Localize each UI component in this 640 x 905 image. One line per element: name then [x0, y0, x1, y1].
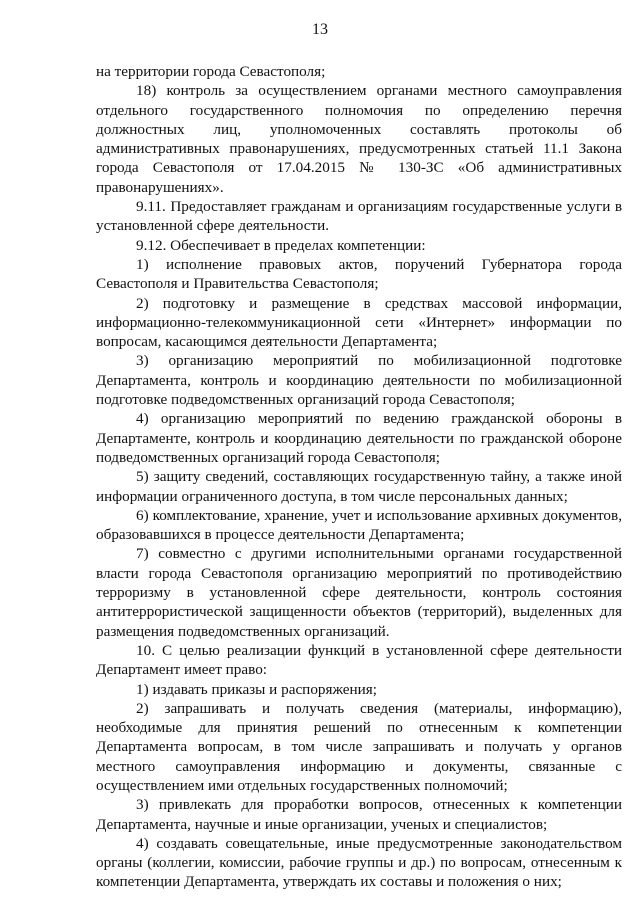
- paragraph: 3) организацию мероприятий по мобилизационной подготовке Департамента, контроль и координацию деятельности по мобилизационной подготовке подведомственных организаций города Севастополя;: [96, 352, 622, 409]
- paragraph: 3) привлекать для проработки вопросов, отнесенных к компетенции Департамента, научные и иные организации, ученых и специалистов;: [96, 796, 622, 833]
- paragraph: 7) совместно с другими исполнительными органами государственной власти города Севастополя организацию мероприятий по противодействию терроризму в установленной сфере деятельности, контроль состояния антитеррористической защищенности объектов (территорий), выделенных для размещения подведомственных организаций.: [96, 545, 622, 640]
- paragraph: 4) организацию мероприятий по ведению гражданской обороны в Департаменте, контроль и координацию деятельности по гражданской обороне подведомственных организаций города Севастополя;: [96, 410, 622, 466]
- paragraph: 1) исполнение правовых актов, поручений Губернатора города Севастополя и Правительства Севастополя;: [96, 255, 622, 293]
- paragraph: 10. С целью реализации функций в установленной сфере деятельности Департамент имеет право:: [96, 641, 622, 679]
- document-body: [96, 62, 622, 892]
- paragraph: 2) запрашивать и получать сведения (материалы, информацию), необходимые для принятия решений по отнесенным к компетенции Департамента вопросам, в том числе запрашивать и получать у органов местного самоуправления информацию и документы, связанные с осуществлением ими отдельных государственных полномочий;: [96, 699, 622, 794]
- paragraph: 9.11. Предоставляет гражданам и организациям государственные услуги в установленной сфере деятельности.: [96, 198, 622, 235]
- paragraph: 1) издавать приказы и распоряжения;: [136, 680, 377, 698]
- paragraph: 6) комплектование, хранение, учет и использование архивных документов, образовавшихся в процессе деятельности Департамента;: [96, 506, 622, 544]
- paragraph: 5) защиту сведений, составляющих государственную тайну, а также иной информации ограниченного доступа, в том числе персональных данных;: [96, 468, 622, 505]
- paragraph: 9.12. Обеспечивает в пределах компетенции:: [136, 236, 426, 254]
- paragraph: на территории города Севастополя;: [96, 63, 326, 80]
- paragraph: 4) создавать совещательные, иные предусмотренные законодательством органы (коллегии, комиссии, рабочие группы и др.) по вопросам, отнесенным к компетенции Департамента, утверждать их составы и положения о них;: [96, 834, 622, 891]
- page-number: 13: [312, 21, 328, 38]
- paragraph: 18) контроль за осуществлением органами местного самоуправления отдельного государственного полномочия по определению перечня должностных лиц, уполномоченных составлять протоколы об административных правонарушениях, предусмотренных статьей 11.1 Закона города Севастополя от 17.04.2015 № 130-ЗС «Об административных правонарушениях».: [96, 82, 622, 196]
- paragraph: 2) подготовку и размещение в средствах массовой информации, информационно-телекоммуникационной сети «Интернет» информации по вопросам, касающимся деятельности Департамента;: [96, 294, 622, 351]
